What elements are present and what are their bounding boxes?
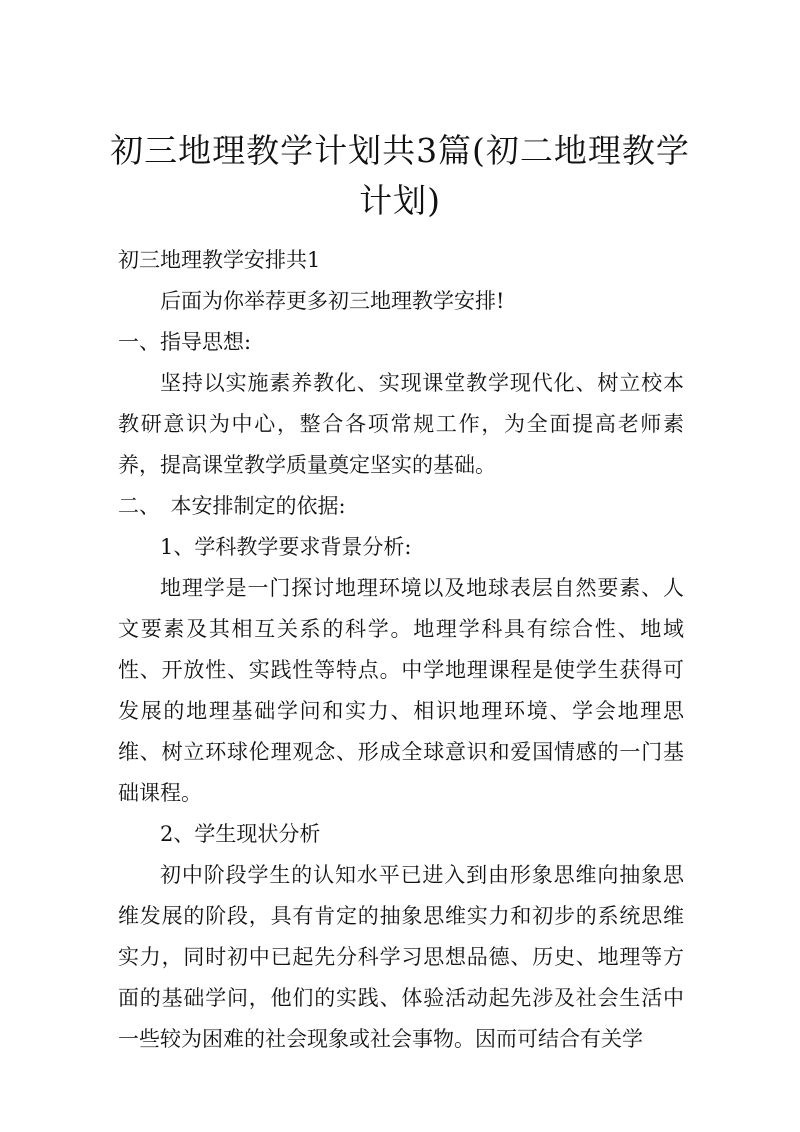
document-body	[118, 240, 684, 1060]
section-subtitle: 初三地理教学安排共1	[118, 248, 321, 272]
heading-guiding-ideology: 一、指导思想:	[118, 330, 252, 354]
paragraph-guiding-ideology: 坚持以实施素养教化、实现课堂教学现代化、树立校本教研意识为中心，整合各项常规工作，为全面提高老师素养，提高课堂教学质量奠定坚实的基础。	[118, 371, 684, 477]
document-title: 初三地理教学计划共3篇(初二地理教学计划)	[110, 131, 690, 220]
heading-plan-basis: 二、 本安排制定的依据:	[118, 494, 346, 518]
paragraph-subject-analysis: 地理学是一门探讨地理环境以及地球表层自然要素、人文要素及其相互关系的科学。地理学科具有综合性、地域性、开放性、实践性等特点。中学地理课程是使学生获得可发展的地理基础学问和实力、相识地理环境、学会地理思维、树立环球伦理观念、形成全球意识和爱国情感的一门基础课程。	[118, 576, 684, 805]
subheading-subject-analysis: 1、学科教学要求背景分析:	[160, 535, 412, 559]
subheading-student-analysis: 2、学生现状分析	[160, 822, 321, 846]
paragraph-student-analysis: 初中阶段学生的认知水平已进入到由形象思维向抽象思维发展的阶段，具有肯定的抽象思维实力和初步的系统思维实力，同时初中已起先分科学习思想品德、历史、地理等方面的基础学问，他们的实践、体验活动起先涉及社会生活中一些较为困难的社会现象或社会事物。因而可结合有关学	[118, 863, 684, 1051]
intro-paragraph: 后面为你举荐更多初三地理教学安排!	[160, 289, 505, 313]
